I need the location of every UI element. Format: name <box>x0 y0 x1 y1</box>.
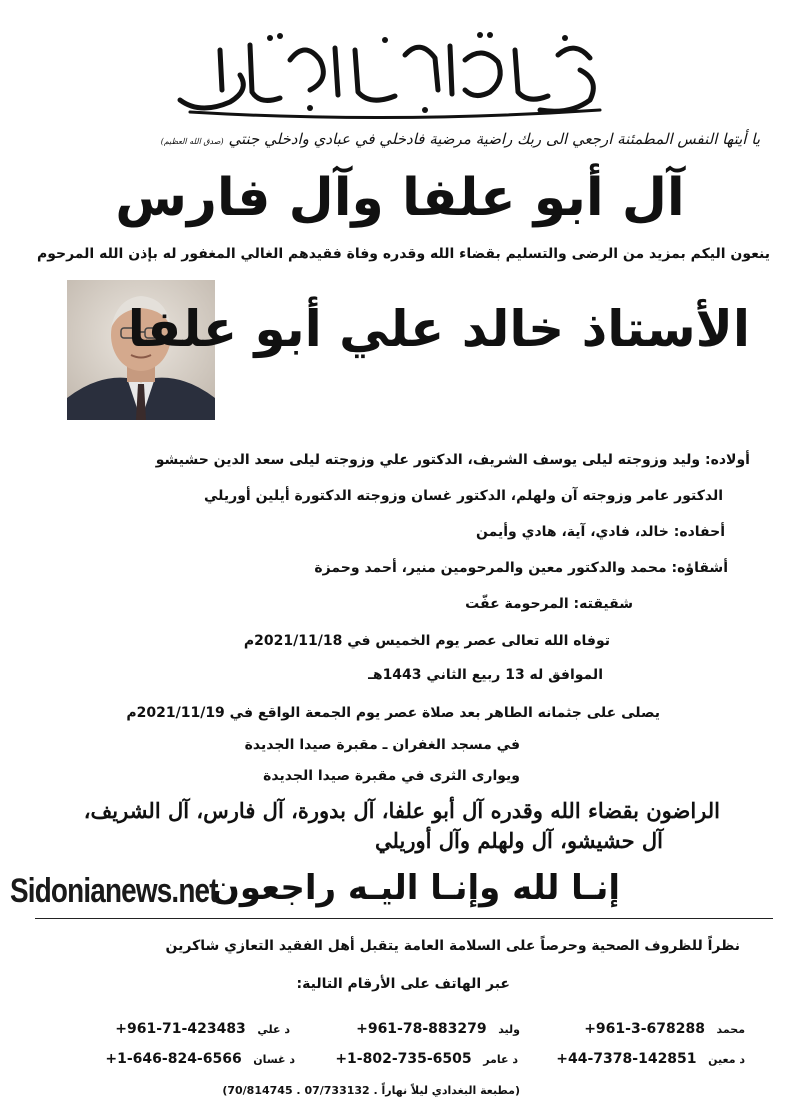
quran-source: (صدق الله العظيم) <box>160 137 224 146</box>
phone-entry <box>320 1018 520 1037</box>
phone-contact-name: وليد <box>498 1023 520 1036</box>
printer-credit: (مطبعة البغدادي ليلاً نهاراً . 07/733132 . 70/814745) <box>222 1084 520 1097</box>
phone-entry <box>520 1048 745 1067</box>
death-date: توفاه الله تعالى عصر يوم الخميس في 2021/11/18م <box>243 633 610 649</box>
family-title: آل أبو علفا وآل فارس <box>115 168 685 228</box>
sister-line: شقيقته: المرحومة عفّت <box>465 596 633 612</box>
condolence-notice: نظراً للظروف الصحية وحرصاً على السلامة العامة يتقبل أهل الفقيد التعازي شاكرين <box>165 938 740 954</box>
phone-entry <box>80 1018 290 1037</box>
phone-number[interactable]: +961-78-883279 <box>356 1021 487 1037</box>
prayer-details: يصلى على جثمانه الطاهر بعد صلاة عصر يوم الجمعة الواقع في 2021/11/19م <box>126 705 660 721</box>
phone-number[interactable]: +44-7378-142851 <box>556 1051 697 1067</box>
burial-location: ويوارى الثرى في مقبرة صيدا الجديدة <box>263 768 520 784</box>
announcement: ينعون اليكم بمزيد من الرضى والتسليم بقضاء الله وقدره وفاة فقيدهم الغالي المغفور له بإذن الله المرحوم <box>36 246 770 262</box>
phone-contact-name: د عامر <box>483 1053 518 1066</box>
deceased-name: الأستاذ خالد علي أبو علفا <box>127 300 750 358</box>
phone-entry <box>545 1018 745 1037</box>
divider <box>35 918 773 919</box>
phone-entry <box>300 1048 518 1067</box>
calligraphy-header <box>160 20 620 125</box>
grandchildren-line: أحفاده: خالد، فادي، آية، هادي وأيمن <box>476 524 725 540</box>
quran-verse-text: يا أيتها النفس المطمئنة ارجعي الى ربك راضية مرضية فادخلي في عبادي وادخلي جنتي <box>228 130 760 148</box>
calligraphy-art <box>160 20 620 125</box>
quran-verse <box>30 130 760 148</box>
hijri-date: الموافق له 13 ربيع الثاني 1443هـ <box>368 667 603 683</box>
phone-intro: عبر الهاتف على الأرقام التالية: <box>296 976 510 992</box>
phone-contact-name: د معين <box>708 1053 745 1066</box>
phone-contact-name: د غسان <box>253 1053 295 1066</box>
phone-number[interactable]: +1-802-735-6505 <box>335 1051 472 1067</box>
phone-contact-name: محمد <box>716 1023 745 1036</box>
prayer-location: في مسجد الغفران ـ مقبرة صيدا الجديدة <box>244 737 520 753</box>
phone-number[interactable]: +961-71-423483 <box>115 1021 246 1037</box>
brothers-line: أشقاؤه: محمد والدكتور معين والمرحومين منير، أحمد وحمزة <box>314 560 728 576</box>
phone-number[interactable]: +961-3-678288 <box>584 1021 705 1037</box>
phone-number[interactable]: +1-646-824-6566 <box>105 1051 242 1067</box>
relatives-line-1: أولاده: وليد وزوجته ليلى يوسف الشريف، الدكتور علي وزوجته ليلى سعد الدين حشيشو <box>155 452 750 468</box>
relatives-line-2: الدكتور عامر وزوجته آن ولهلم، الدكتور غسان وزوجته الدكتورة أيلين أوريلي <box>204 488 723 504</box>
closing-families-line-2: آل حشيشو، آل ولهلم وآل أوريلي <box>375 828 663 853</box>
closing-families-line-1: الراضون بقضاء الله وقدره آل أبو علفا، آل بدورة، آل فارس، آل الشريف، <box>83 798 720 823</box>
inna-lillah: إنـا لله وإنـا اليـه راجعون <box>210 868 620 908</box>
watermark-logo: Sidonianews.net <box>10 872 218 910</box>
phone-contact-name: د علي <box>257 1023 290 1036</box>
phone-entry <box>60 1048 295 1067</box>
